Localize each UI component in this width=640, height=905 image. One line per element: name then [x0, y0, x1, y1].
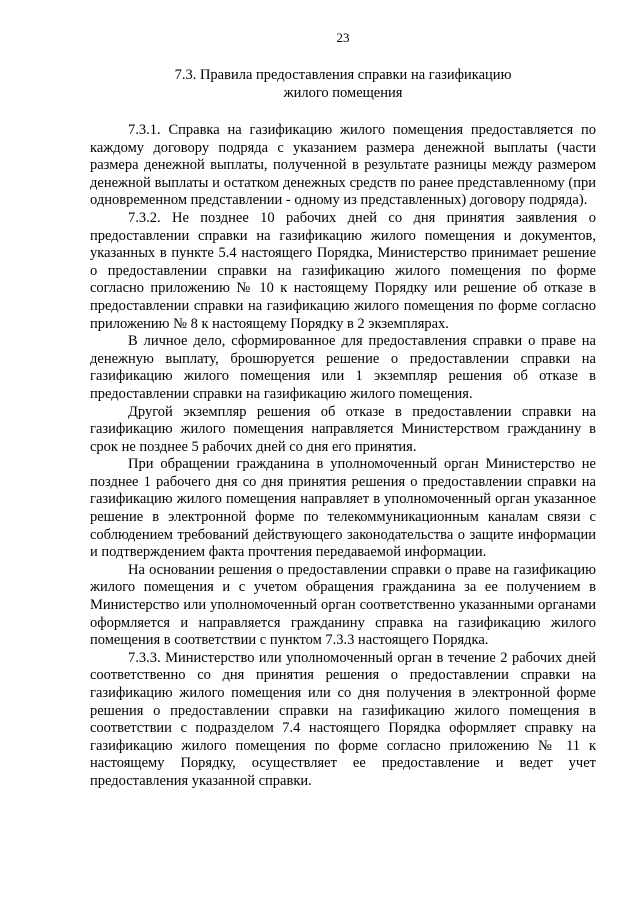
section-title-line-2: жилого помещения [283, 85, 403, 101]
section-title-line-1: 7.3. Правила предоставления справки на газификацию [174, 67, 512, 83]
section-body [90, 122, 596, 791]
paragraph-authorized-body: При обращении гражданина в уполномоченный орган Министерство не позднее 1 рабочего дня со дня принятия решения о предоставлении справки на газификацию жилого помещения направляет в уполномоченный орган указанное решение в электронной форме по телекоммуникационным каналам связи с соблюдением требований действующего законодательства о защите информации и подтверждением факта прочтения передаваемой информации. [90, 456, 596, 561]
paragraph-issuance-basis: На основании решения о предоставлении справки о праве на газификацию жилого помещения и с учетом обращения гражданина за ее получением в Министерство или уполномоченный орган соответственно указанными органами оформляется и направляется гражданину справка на газификацию жилого помещения в соответствии с пунктом 7.3.3 настоящего Порядка. [90, 561, 596, 649]
page-number: 23 [336, 30, 350, 45]
paragraph-7-3-3: 7.3.3. Министерство или уполномоченный орган в течение 2 рабочих дней соответственно со дня принятия решения о предоставлении справки на газификацию жилого помещения или со дня получения в электронной форме решения о предоставлении справки на газификацию жилого помещения в соответствии с подразделом 7.4 настоящего Порядка оформляет справку на газификацию жилого помещения по форме согласно приложению № 11 к настоящему Порядку, осуществляет ее предоставление и ведет учет предоставления указанной справки. [90, 649, 596, 789]
paragraph-7-3-1: 7.3.1. Справка на газификацию жилого помещения предоставляется по каждому договору подряда с указанием размера денежной выплаты (части размера денежной выплаты, полученной в результате разницы между размером денежной выплаты и остатком денежных средств по ранее представленному (при одновременном представлении - одному из представленных) договору подряда). [90, 122, 596, 209]
paragraph-7-3-2: 7.3.2. Не позднее 10 рабочих дней со дня принятия заявления о предоставлении справки на газификацию жилого помещения и документов, указанных в пункте 5.4 настоящего Порядка, Министерство принимает решение о предоставлении справки на газификацию жилого помещения по форме согласно приложению № 10 к настоящему Порядку или решение об отказе в предоставлении справки на газификацию жилого помещения по форме согласно приложению № 8 к настоящему Порядку в 2 экземплярах. [90, 209, 596, 332]
paragraph-second-copy: Другой экземпляр решения об отказе в предоставлении справки на газификацию жилого помещения направляется Министерством гражданину в срок не позднее 5 рабочих дней со дня его принятия. [90, 403, 596, 455]
paragraph-personal-file: В личное дело, сформированное для предоставления справки о праве на денежную выплату, брошюруется решение о предоставлении справки на газификацию жилого помещения или 1 экземпляр решения об отказе в предоставлении справки на газификацию жилого помещения. [90, 333, 596, 402]
section-title [90, 66, 596, 102]
document-page [90, 30, 596, 791]
